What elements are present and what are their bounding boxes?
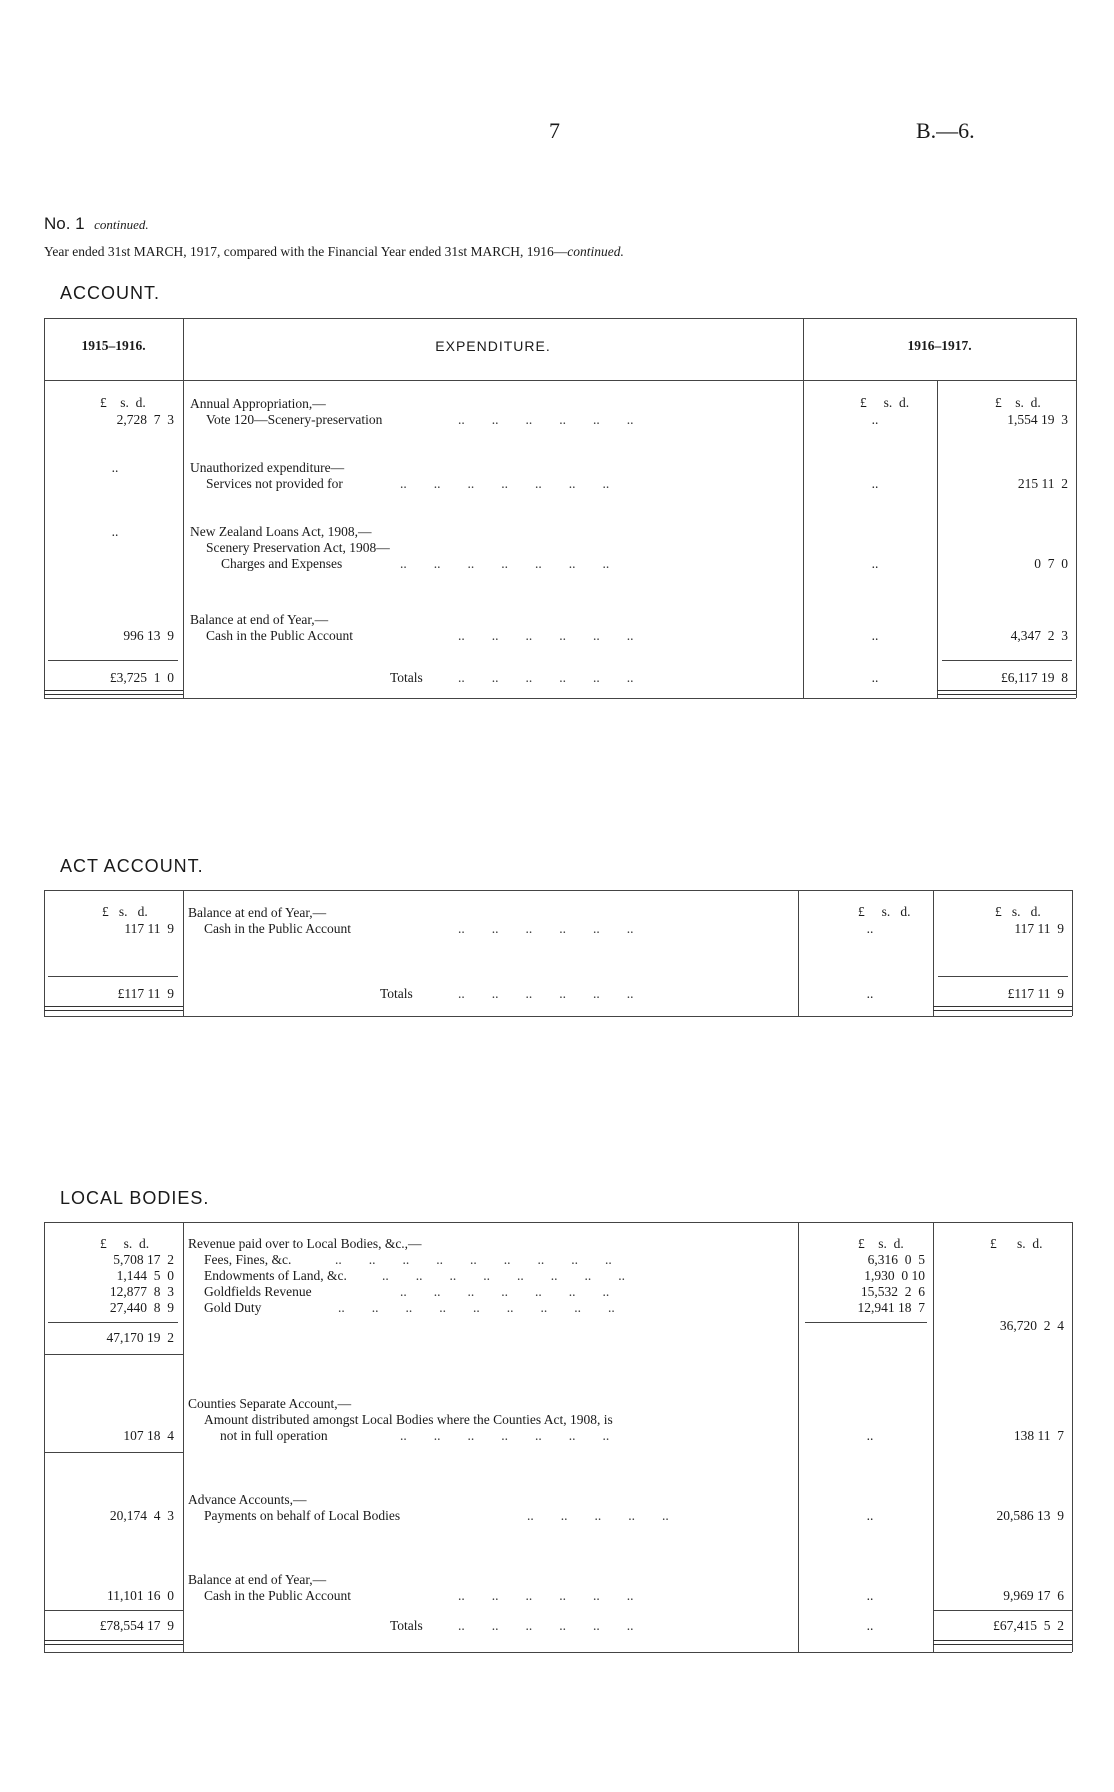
s3-double-rule-right <box>933 1640 1072 1645</box>
s2-leader: .. .. .. .. .. .. <box>458 921 634 936</box>
s2-vline <box>933 890 934 1016</box>
s2-subtotal-rule-right <box>938 976 1068 977</box>
page-number: 7 <box>549 118 560 143</box>
s3-total-left: £78,554 17 9 <box>99 1618 174 1633</box>
s1-col-1915: 1915–1916. <box>81 338 146 353</box>
unit-shilling: s. <box>1011 904 1021 919</box>
s3-top-rule <box>44 1222 1072 1223</box>
s1-row1-leader: .. .. .. .. .. .. <box>458 412 634 427</box>
s2-double-rule-right <box>933 1006 1072 1011</box>
s1-row3-head2: Scenery Preservation Act, 1908— <box>206 540 390 555</box>
s1-row1-left: 2,728 7 3 <box>116 412 174 427</box>
s2-right: 117 11 9 <box>1014 921 1064 936</box>
unit-pence: d. <box>899 395 910 410</box>
s1-row4-mid: .. <box>871 628 879 643</box>
unit-shilling: s. <box>1017 1236 1026 1251</box>
unit-pence: d. <box>139 1236 150 1251</box>
s2-totals-label: Totals <box>380 986 413 1001</box>
s2-top-rule <box>44 890 1072 891</box>
s3-units-left <box>100 1236 149 1252</box>
s3-double-rule-left <box>44 1640 183 1645</box>
s2-mid: .. <box>866 921 874 936</box>
s1-row3-left: .. <box>111 524 119 539</box>
s2-units-left <box>102 904 148 920</box>
unit-shilling: s. <box>118 904 128 919</box>
unit-pound: £ <box>990 1236 997 1251</box>
s3-revenue-item-left: 27,440 8 9 <box>109 1300 174 1315</box>
unit-pound: £ <box>995 904 1002 919</box>
s1-row1-right: 1,554 19 3 <box>1007 412 1068 427</box>
section1-title: ACCOUNT. <box>60 283 161 303</box>
s1-row2-head: Unauthorized expenditure— <box>190 460 345 475</box>
s3-rule-left <box>44 1354 183 1355</box>
s1-row2-left: .. <box>111 460 119 475</box>
s2-vline <box>1072 890 1073 1016</box>
s3-balance-mid: .. <box>866 1588 874 1603</box>
s3-vline <box>798 1222 799 1652</box>
no-continued: continued. <box>94 217 149 232</box>
unit-pence: d. <box>1030 395 1041 410</box>
unit-shilling: s. <box>883 395 893 410</box>
s3-revenue-item-left: 1,144 5 0 <box>116 1268 174 1283</box>
s2-bottom-rule <box>44 1016 1072 1017</box>
s3-balance-leader: .. .. .. .. .. .. <box>458 1588 634 1603</box>
s3-revenue-subtotal-left: 47,170 19 2 <box>106 1330 174 1345</box>
unit-shilling: s. <box>878 1236 887 1251</box>
s3-advance-leader: .. .. .. .. .. <box>527 1508 669 1523</box>
unit-pence: d. <box>135 395 146 410</box>
unit-pence: d. <box>900 904 911 919</box>
s3-vline <box>44 1222 45 1652</box>
s3-revenue-total-right: 36,720 2 4 <box>999 1318 1064 1333</box>
s3-counties-head: Counties Separate Account,— <box>188 1396 352 1411</box>
s3-revenue-item-label: Endowments of Land, &c. <box>204 1268 347 1283</box>
s3-totals-leader: .. .. .. .. .. .. <box>458 1618 634 1633</box>
s3-revenue-item-label: Fees, Fines, &c. <box>204 1252 292 1267</box>
s3-advance-mid: .. <box>866 1508 874 1523</box>
s3-balance-sub: Cash in the Public Account <box>204 1588 351 1603</box>
unit-pound: £ <box>100 395 107 410</box>
s1-row3-head: New Zealand Loans Act, 1908,— <box>190 524 372 539</box>
s1-row3-leader: .. .. .. .. .. .. .. <box>400 556 610 571</box>
s2-subtotal-rule-left <box>48 976 178 977</box>
s1-vline <box>44 318 45 698</box>
s1-units-mid <box>860 395 909 411</box>
s1-row2-right: 215 11 2 <box>1017 476 1068 491</box>
unit-pound: £ <box>858 1236 865 1251</box>
s2-double-rule-left <box>44 1006 183 1011</box>
s1-row4-right: 4,347 2 3 <box>1010 628 1068 643</box>
s1-totals-label: Totals <box>390 670 423 685</box>
no-label: No. 1 <box>44 214 85 233</box>
intro-number <box>44 214 149 234</box>
document-reference: B.—6. <box>916 118 975 143</box>
s3-leader: .. .. .. .. .. .. .. .. .. <box>338 1300 615 1315</box>
year-line-continued: continued. <box>567 244 624 259</box>
s2-total-right: £117 11 9 <box>1007 986 1064 1001</box>
year-line-text: Year ended 31st MARCH, 1917, compared with the Financial Year ended 31st MARCH, 1916— <box>44 244 568 259</box>
s1-row3-right: 0 7 0 <box>1034 556 1068 571</box>
s1-subtotal-rule-right <box>942 660 1072 661</box>
s2-sub: Cash in the Public Account <box>204 921 351 936</box>
s3-advance-right: 20,586 13 9 <box>996 1508 1064 1523</box>
s1-units-right <box>995 395 1041 411</box>
s1-header-rule <box>44 380 1076 381</box>
s3-revenue-item-mid: 6,316 0 5 <box>867 1252 925 1267</box>
unit-shilling: s. <box>123 1236 133 1251</box>
s3-revenue-head: Revenue paid over to Local Bodies, &c.,— <box>188 1236 422 1251</box>
s2-vline <box>183 890 184 1016</box>
s1-row1-sub: Vote 120—Scenery-preservation <box>206 412 383 427</box>
s1-row1-mid: .. <box>871 412 879 427</box>
s1-row3-mid: .. <box>871 556 879 571</box>
s1-total-right: £6,117 19 8 <box>1001 670 1068 685</box>
s2-vline <box>44 890 45 1016</box>
s3-revenue-item-left: 5,708 17 2 <box>113 1252 174 1267</box>
s1-double-rule-left <box>44 690 183 695</box>
s1-row4-left: 996 13 9 <box>123 628 174 643</box>
unit-shilling: s. <box>1015 395 1024 410</box>
s3-revenue-item-mid: 1,930 0 10 <box>864 1268 925 1283</box>
s1-double-rule-right <box>937 690 1076 695</box>
s2-left: 117 11 9 <box>124 921 174 936</box>
s1-vline <box>183 318 184 698</box>
unit-pound: £ <box>858 904 865 919</box>
s3-subtotal-rule-left <box>44 1610 183 1611</box>
s3-balance-right: 9,969 17 6 <box>1003 1588 1064 1603</box>
s3-leader: .. .. .. .. .. .. .. <box>400 1284 610 1299</box>
s2-totals-leader: .. .. .. .. .. .. <box>458 986 634 1001</box>
s3-leader: .. .. .. .. .. .. .. .. <box>382 1268 625 1283</box>
unit-shilling: s. <box>120 395 129 410</box>
s3-vline <box>1072 1222 1073 1652</box>
s2-vline <box>798 890 799 1016</box>
unit-pence: d. <box>1030 904 1041 919</box>
s3-leader: .. .. .. .. .. .. .. .. .. <box>335 1252 612 1267</box>
section3-title: LOCAL BODIES. <box>60 1188 210 1208</box>
unit-pound: £ <box>102 904 109 919</box>
s1-row2-leader: .. .. .. .. .. .. .. <box>400 476 610 491</box>
s3-revenue-item-label: Gold Duty <box>204 1300 262 1315</box>
s2-head: Balance at end of Year,— <box>188 905 327 920</box>
s3-totals-label: Totals <box>390 1618 423 1633</box>
s1-total-mid: .. <box>871 670 879 685</box>
s3-bottom-rule <box>44 1652 1072 1653</box>
s1-bottom-rule <box>44 698 1076 699</box>
s3-revenue-item-label: Goldfields Revenue <box>204 1284 312 1299</box>
unit-pence: d. <box>893 1236 904 1251</box>
s1-row2-mid: .. <box>871 476 879 491</box>
s3-vline <box>933 1222 934 1652</box>
s1-col-expenditure: EXPENDITURE. <box>435 338 551 354</box>
s1-row1-head: Annual Appropriation,— <box>190 396 326 411</box>
unit-shilling: s. <box>881 904 891 919</box>
s3-revenue-item-left: 12,877 8 3 <box>109 1284 174 1299</box>
s3-vline <box>183 1222 184 1652</box>
s1-total-left: £3,725 1 0 <box>109 670 174 685</box>
s3-counties-right: 138 11 7 <box>1013 1428 1064 1443</box>
s3-rule-left <box>44 1452 183 1453</box>
s1-vline <box>1076 318 1077 698</box>
s1-row4-sub-visible: Cash in the Public Account <box>206 628 353 643</box>
s3-units-right <box>990 1236 1043 1252</box>
s3-advance-sub: Payments on behalf of Local Bodies <box>204 1508 401 1523</box>
unit-pence: d. <box>137 904 148 919</box>
s3-counties-leader: .. .. .. .. .. .. .. <box>400 1428 610 1443</box>
s3-subtotal-rule-left <box>48 1322 178 1323</box>
s1-row4-leader: .. .. .. .. .. .. <box>458 628 634 643</box>
s3-counties-sub2: not in full operation <box>220 1428 328 1443</box>
s1-row2-sub: Services not provided for <box>206 476 343 491</box>
s3-counties-sub1: Amount distributed amongst Local Bodies where the Counties Act, 1908, is <box>204 1412 613 1427</box>
s3-subtotal-rule-mid <box>805 1322 927 1323</box>
s2-total-mid: .. <box>866 986 874 1001</box>
s1-row4-head: Balance at end of Year,— <box>190 612 329 627</box>
s2-units-right <box>995 904 1041 920</box>
s3-total-mid: .. <box>866 1618 874 1633</box>
unit-pound: £ <box>100 1236 107 1251</box>
s1-vline <box>803 318 804 698</box>
s1-top-rule <box>44 318 1076 319</box>
s3-advance-head: Advance Accounts,— <box>188 1492 307 1507</box>
s1-row3-sub: Charges and Expenses <box>221 556 343 571</box>
s1-subtotal-rule-left <box>48 660 178 661</box>
s3-counties-mid: .. <box>866 1428 874 1443</box>
unit-pound: £ <box>995 395 1002 410</box>
s1-units-left <box>100 395 146 411</box>
s3-revenue-item-mid: 12,941 18 7 <box>857 1300 925 1315</box>
section2-title: ACT ACCOUNT. <box>60 856 204 876</box>
s3-advance-left: 20,174 4 3 <box>109 1508 174 1523</box>
year-line <box>44 244 624 260</box>
s2-total-left: £117 11 9 <box>117 986 174 1001</box>
s3-revenue-item-mid: 15,532 2 6 <box>860 1284 925 1299</box>
s3-subtotal-rule-right <box>933 1610 1072 1611</box>
s1-col-1916: 1916–1917. <box>907 338 972 353</box>
s2-units-mid <box>858 904 911 920</box>
unit-pence: d. <box>1032 1236 1043 1251</box>
s1-vline <box>937 380 938 698</box>
s3-total-right: £67,415 5 2 <box>993 1618 1064 1633</box>
s3-balance-left: 11,101 16 0 <box>107 1588 174 1603</box>
s1-totals-leader: .. .. .. .. .. .. <box>458 670 634 685</box>
s3-balance-head: Balance at end of Year,— <box>188 1572 327 1587</box>
unit-pound: £ <box>860 395 867 410</box>
s3-units-mid <box>858 1236 904 1252</box>
s3-counties-left: 107 18 4 <box>123 1428 174 1443</box>
